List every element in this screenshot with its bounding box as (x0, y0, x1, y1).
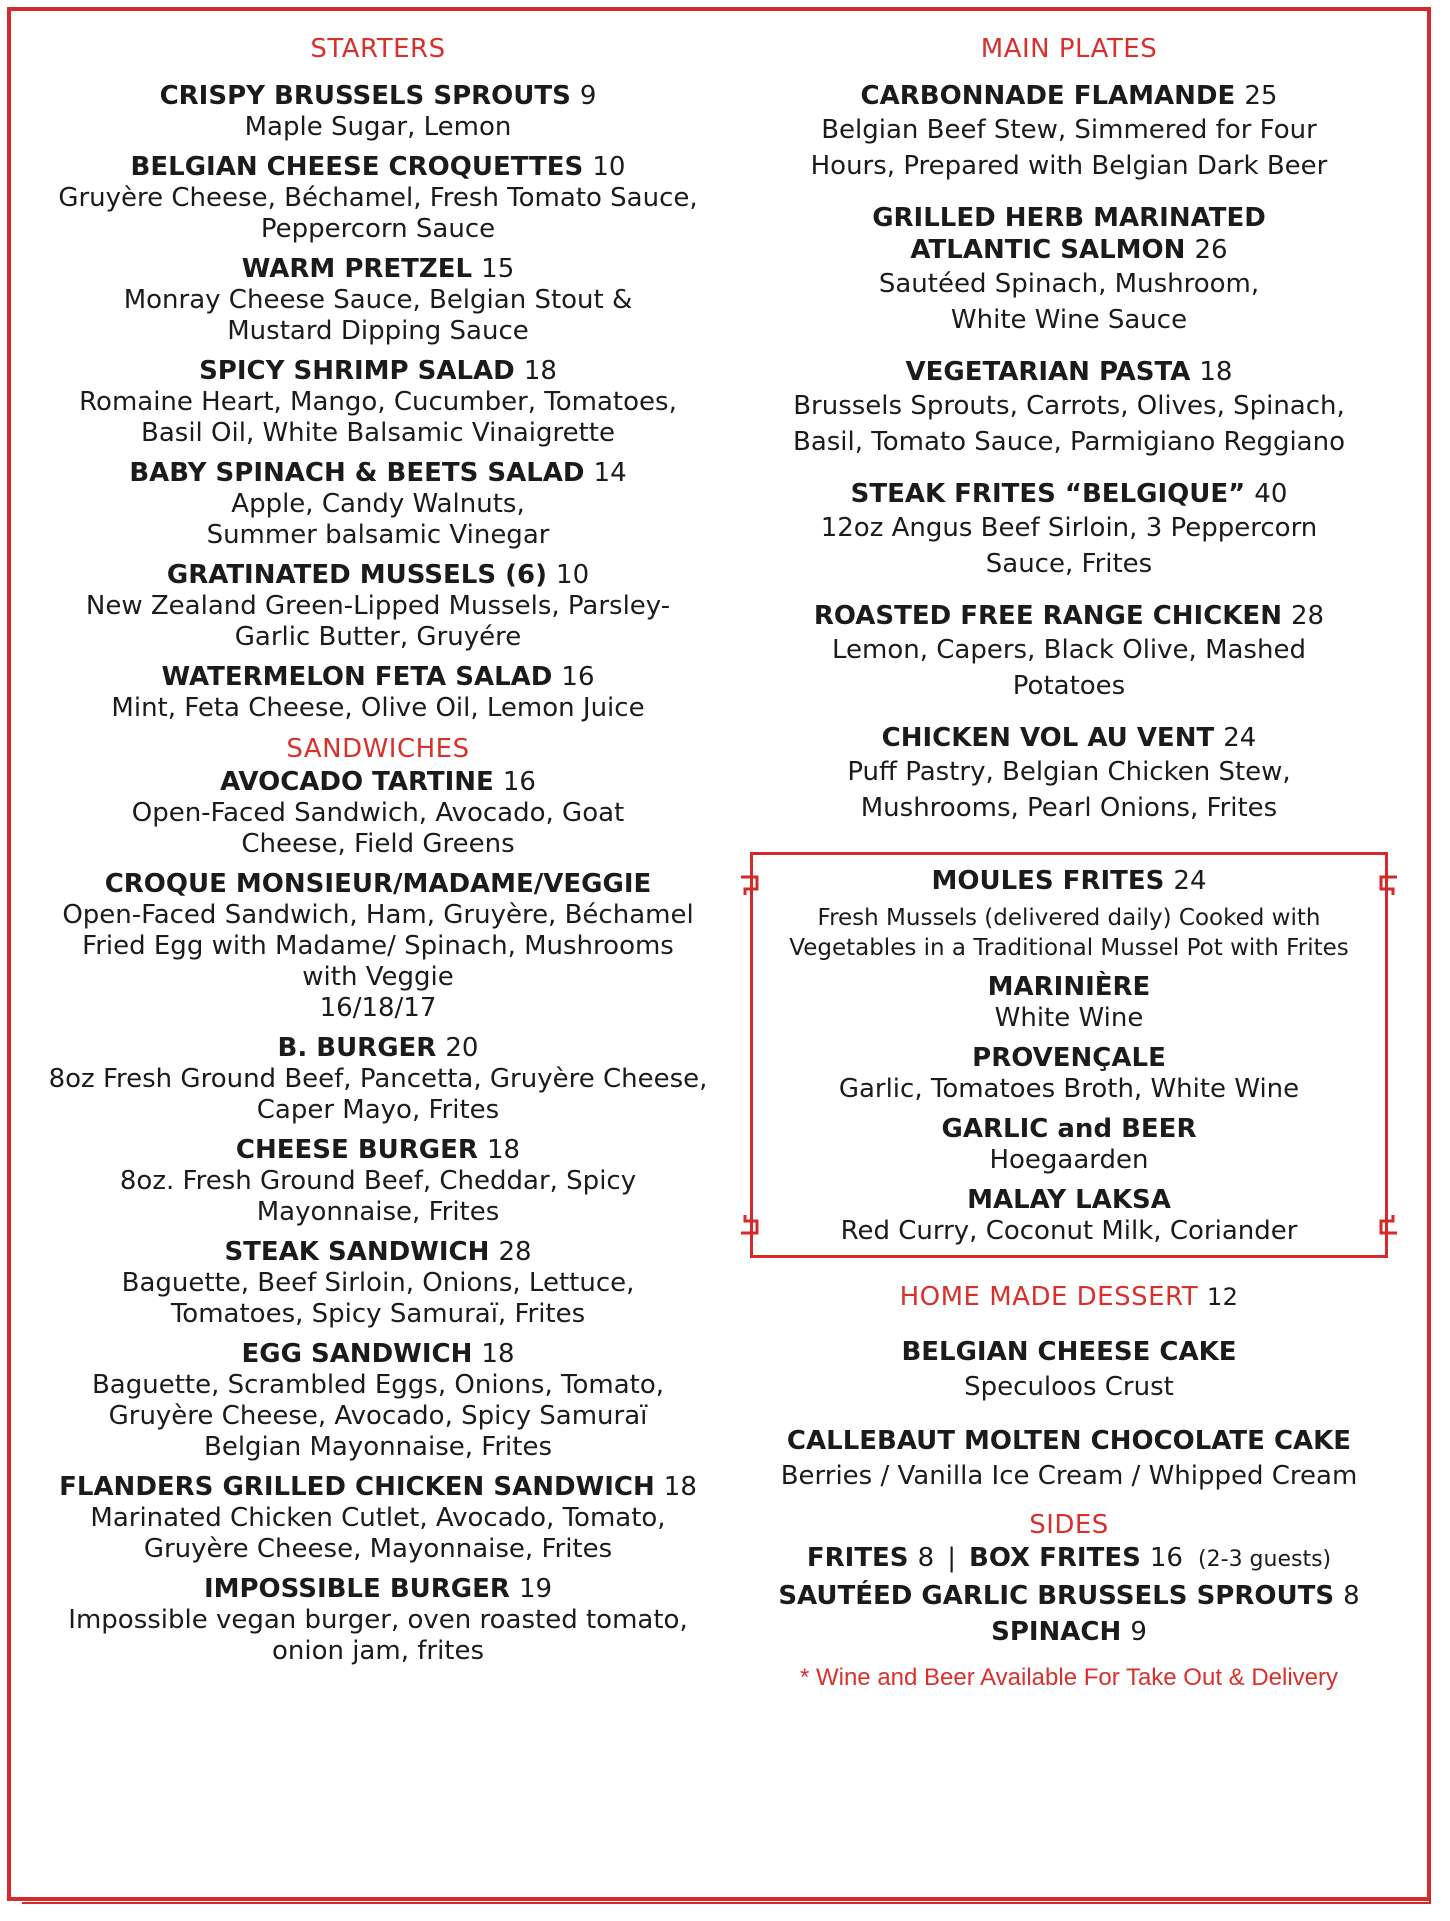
corner-ornament-icon (1377, 875, 1399, 897)
menu-item-desc: Puff Pastry, Belgian Chicken Stew, (847, 757, 1291, 787)
menu-item-desc: Gruyère Cheese, Béchamel, Fresh Tomato Sauce, (58, 183, 698, 213)
item-price: 18 (486, 1135, 521, 1165)
item-price: 18 (481, 1339, 515, 1369)
menu-item (28, 1338, 728, 1463)
dessert-item (750, 1336, 1388, 1403)
menu-item (28, 868, 728, 1024)
menu-item-desc: Hours, Prepared with Belgian Dark Beer (810, 151, 1328, 181)
menu-item-desc: Gruyère Cheese, Mayonnaise, Frites (143, 1534, 613, 1564)
moules-frites-box (750, 852, 1388, 1258)
item-name-text: CROQUE MONSIEUR/MADAME/VEGGIE (104, 869, 652, 899)
menu-item (28, 253, 728, 347)
menu-item (28, 355, 728, 449)
menu-item-desc: Potatoes (1012, 671, 1126, 701)
item-name-text: VEGETARIAN PASTA (905, 357, 1191, 387)
item-price: 28 (1291, 601, 1325, 631)
menu-item-desc: Baguette, Scrambled Eggs, Onions, Tomato, (91, 1370, 665, 1400)
corner-ornament-icon (739, 875, 761, 897)
menu-item-desc: 8oz. Fresh Ground Beef, Cheddar, Spicy (119, 1166, 637, 1196)
menu-item (28, 559, 728, 653)
item-price: 40 (1254, 479, 1288, 509)
item-name-text: CRISPY BRUSSELS SPROUTS (159, 81, 571, 111)
sandwiches-heading: SANDWICHES (286, 734, 470, 764)
menu-item-desc: onion jam, frites (271, 1636, 485, 1666)
item-price: 10 (592, 152, 626, 182)
menu-item-name (750, 600, 1388, 632)
menu-item-desc: 12oz Angus Beef Sirloin, 3 Peppercorn (820, 513, 1318, 543)
menu-item-name (28, 355, 728, 387)
moules-option-desc: Hoegaarden (989, 1145, 1149, 1175)
item-name-text: IMPOSSIBLE BURGER (203, 1574, 510, 1604)
item-name-text: EGG SANDWICH (241, 1339, 473, 1369)
menu-item-desc: Belgian Mayonnaise, Frites (203, 1432, 553, 1462)
menu-item-name (28, 868, 728, 900)
menu-item-name (28, 1032, 728, 1064)
menu-item-name-line2 (750, 234, 1388, 266)
menu-item-name (28, 1236, 728, 1268)
moules-frites-title (761, 865, 1377, 897)
corner-ornament-icon (1377, 1213, 1399, 1235)
box-frites-name: BOX FRITES (969, 1543, 1141, 1573)
menu-item-desc: Open-Faced Sandwich, Ham, Gruyère, Béchamel (62, 900, 694, 930)
menu-item-name (28, 559, 728, 591)
menu-item (750, 722, 1388, 826)
moules-option (761, 1184, 1377, 1247)
item-price: 16 (502, 767, 536, 797)
menu-item-name (28, 457, 728, 489)
sides-frites-line (750, 1542, 1388, 1576)
menu-item-desc: Brussels Sprouts, Carrots, Olives, Spinach, (793, 391, 1345, 421)
sides-section (750, 1508, 1388, 1648)
moules-option-desc: Garlic, Tomatoes Broth, White Wine (838, 1074, 1300, 1104)
menu-item-name (750, 478, 1388, 510)
dessert-desc: Speculoos Crust (964, 1372, 1174, 1402)
item-price: 19 (518, 1574, 553, 1604)
menu-item-desc: Monray Cheese Sauce, Belgian Stout & (123, 285, 633, 315)
menu-item-desc: Maple Sugar, Lemon (244, 112, 512, 142)
item-name-text: BELGIAN CHEESE CROQUETTES (130, 152, 584, 182)
menu-item (28, 661, 728, 724)
item-name-text: CHEESE BURGER (235, 1135, 478, 1165)
moules-option-desc: White Wine (994, 1003, 1144, 1033)
menu-item-desc: Romaine Heart, Mango, Cucumber, Tomatoes, (79, 387, 677, 417)
item-name-text: STEAK SANDWICH (224, 1237, 490, 1267)
menu-item-desc: Baguette, Beef Sirloin, Onions, Lettuce, (121, 1268, 635, 1298)
menu-item-name (28, 1338, 728, 1370)
item-price: 24 (1223, 723, 1257, 753)
spinach-name: SPINACH (991, 1617, 1122, 1647)
moules-option-name: MARINIÈRE (987, 972, 1151, 1002)
menu-item-desc: Basil, Tomato Sauce, Parmigiano Reggiano (792, 427, 1345, 457)
item-name-text: WATERMELON FETA SALAD (161, 662, 553, 692)
frites-name: FRITES (806, 1543, 909, 1573)
item-price: 20 (445, 1033, 479, 1063)
menu-item-desc: Cheese, Field Greens (241, 829, 515, 859)
menu-item (28, 766, 728, 860)
menu-item-name (28, 151, 728, 183)
spinach-price: 9 (1130, 1617, 1147, 1647)
item-price: 26 (1194, 235, 1228, 265)
menu-item-desc: Gruyère Cheese, Avocado, Spicy Samuraï (108, 1401, 648, 1431)
box-frites-price: 16 (1149, 1543, 1183, 1573)
menu-item-desc: Peppercorn Sauce (260, 214, 496, 244)
starters-list (28, 80, 728, 724)
menu-item-name (750, 356, 1388, 388)
dessert-name: BELGIAN CHEESE CAKE (901, 1337, 1237, 1367)
corner-ornament-icon (739, 1213, 761, 1235)
item-price: 18 (523, 356, 557, 386)
item-name-text: AVOCADO TARTINE (220, 767, 494, 797)
menu-item (750, 478, 1388, 582)
dessert-price: 12 (1206, 1283, 1239, 1311)
dessert-heading-line (750, 1280, 1388, 1314)
menu-item-desc: Basil Oil, White Balsamic Vinaigrette (141, 418, 615, 448)
menu-item (28, 1236, 728, 1330)
sides-sprouts-line (750, 1580, 1388, 1612)
dessert-list (750, 1336, 1388, 1492)
item-price: 18 (663, 1472, 697, 1502)
item-name-text: ROASTED FREE RANGE CHICKEN (813, 601, 1282, 631)
sprouts-name: SAUTÉED GARLIC BRUSSELS SPROUTS (778, 1581, 1335, 1611)
menu-item (28, 1032, 728, 1126)
moules-desc-2: Vegetables in a Traditional Mussel Pot with Frites (789, 935, 1349, 961)
item-price: 10 (556, 560, 590, 590)
menu-item-desc: New Zealand Green-Lipped Mussels, Parsley- (85, 591, 671, 621)
sides-separator: | (947, 1543, 956, 1573)
menu-item-name (28, 80, 728, 112)
menu-item-name (750, 722, 1388, 754)
item-price: 9 (579, 81, 597, 111)
menu-item-desc: Belgian Beef Stew, Simmered for Four (821, 115, 1317, 145)
menu-item-name (28, 253, 728, 285)
dessert-name: CALLEBAUT MOLTEN CHOCOLATE CAKE (786, 1426, 1352, 1456)
menu-item-desc: Lemon, Capers, Black Olive, Mashed (832, 635, 1306, 665)
menu-item-name: GRILLED HERB MARINATED (872, 203, 1266, 233)
moules-options (761, 971, 1377, 1247)
moules-name: MOULES FRITES (931, 866, 1165, 896)
menu-item-desc: Impossible vegan burger, oven roasted tomato, (68, 1605, 688, 1635)
item-name-text: WARM PRETZEL (241, 254, 473, 284)
menu-item-name (750, 80, 1388, 112)
item-name-text: BABY SPINACH & BEETS SALAD (129, 458, 585, 488)
menu-item (28, 1573, 728, 1667)
item-name-text: GRATINATED MUSSELS (6) (166, 560, 547, 590)
dessert-item (750, 1425, 1388, 1492)
menu-item-desc: with Veggie (302, 962, 454, 992)
dessert-heading: HOME MADE DESSERT (899, 1282, 1199, 1312)
menu-item-name (28, 1134, 728, 1166)
menu-item (750, 356, 1388, 460)
menu-item-name (28, 661, 728, 693)
menu-item-name (28, 1471, 728, 1503)
menu-item (750, 80, 1388, 184)
moules-option-name: MALAY LAKSA (967, 1185, 1171, 1215)
item-price: 28 (498, 1237, 532, 1267)
menu-item (750, 600, 1388, 704)
main-plates-heading: MAIN PLATES (980, 34, 1158, 64)
menu-item-desc: Mustard Dipping Sauce (227, 316, 529, 346)
footer-note: * Wine and Beer Available For Take Out & Delivery (799, 1664, 1339, 1691)
menu-item-desc: Mint, Feta Cheese, Olive Oil, Lemon Juice (111, 693, 645, 723)
menu-item (750, 202, 1388, 338)
item-name-text: FLANDERS GRILLED CHICKEN SANDWICH (59, 1472, 655, 1502)
item-price: 15 (481, 254, 515, 284)
menu-item-name (28, 1573, 728, 1605)
menu-item-desc: White Wine Sauce (950, 305, 1188, 335)
item-name-text: B. BURGER (277, 1033, 437, 1063)
sides-spinach-line (750, 1616, 1388, 1648)
menu-item-desc: Caper Mayo, Frites (256, 1095, 500, 1125)
menu-item (28, 80, 728, 143)
item-name-text: CARBONNADE FLAMANDE (860, 81, 1236, 111)
menu-item-desc: Apple, Candy Walnuts, (231, 489, 525, 519)
menu-item-desc: 16/18/17 (319, 993, 437, 1023)
box-frites-note: (2-3 guests) (1198, 1547, 1332, 1572)
item-price: 25 (1244, 81, 1278, 111)
sandwiches-list (28, 766, 728, 1667)
left-column (28, 32, 728, 1675)
item-name-text: SPICY SHRIMP SALAD (199, 356, 515, 386)
moules-option-name: GARLIC and BEER (941, 1114, 1197, 1144)
menu-item (28, 1134, 728, 1228)
moules-option (761, 971, 1377, 1034)
item-name-text: STEAK FRITES “BELGIQUE” (850, 479, 1246, 509)
menu-item (28, 457, 728, 551)
sprouts-price: 8 (1343, 1581, 1360, 1611)
menu-item-desc: Mayonnaise, Frites (256, 1197, 500, 1227)
item-price: 16 (561, 662, 595, 692)
menu-item-desc: 8oz Fresh Ground Beef, Pancetta, Gruyère Cheese, (48, 1064, 708, 1094)
menu-item-desc: Sauce, Frites (985, 549, 1153, 579)
moules-option-name: PROVENÇALE (972, 1043, 1166, 1073)
item-price: 14 (593, 458, 627, 488)
item-name-text: CHICKEN VOL AU VENT (881, 723, 1215, 753)
moules-price: 24 (1173, 866, 1207, 896)
frites-price: 8 (917, 1543, 935, 1573)
dessert-desc: Berries / Vanilla Ice Cream / Whipped Cream (780, 1461, 1358, 1491)
menu-item (28, 151, 728, 245)
menu-item-desc: Marinated Chicken Cutlet, Avocado, Tomato, (90, 1503, 666, 1533)
menu-item-name (28, 766, 728, 798)
right-column (750, 32, 1388, 1716)
menu-item-desc: Fried Egg with Madame/ Spinach, Mushrooms (82, 931, 674, 961)
menu-item-desc: Sautéed Spinach, Mushroom, (878, 269, 1260, 299)
starters-heading: STARTERS (310, 34, 446, 64)
menu-item-desc: Mushrooms, Pearl Onions, Frites (860, 793, 1278, 823)
moules-option (761, 1113, 1377, 1176)
menu-item-desc: Open-Faced Sandwich, Avocado, Goat (131, 798, 625, 828)
menu-item-desc: Tomatoes, Spicy Samuraï, Frites (170, 1299, 586, 1329)
menu-item (28, 1471, 728, 1565)
moules-option-desc: Red Curry, Coconut Milk, Coriander (840, 1216, 1298, 1246)
moules-desc-1: Fresh Mussels (delivered daily) Cooked with (817, 905, 1321, 931)
sides-heading: SIDES (1029, 1510, 1109, 1540)
menu-item-desc: Summer balsamic Vinegar (206, 520, 550, 550)
item-name-text: ATLANTIC SALMON (910, 235, 1186, 265)
dessert-section (750, 1280, 1388, 1492)
moules-option (761, 1042, 1377, 1105)
item-price: 18 (1199, 357, 1233, 387)
main-plates-list (750, 80, 1388, 826)
menu-item-desc: Garlic Butter, Gruyére (234, 622, 522, 652)
